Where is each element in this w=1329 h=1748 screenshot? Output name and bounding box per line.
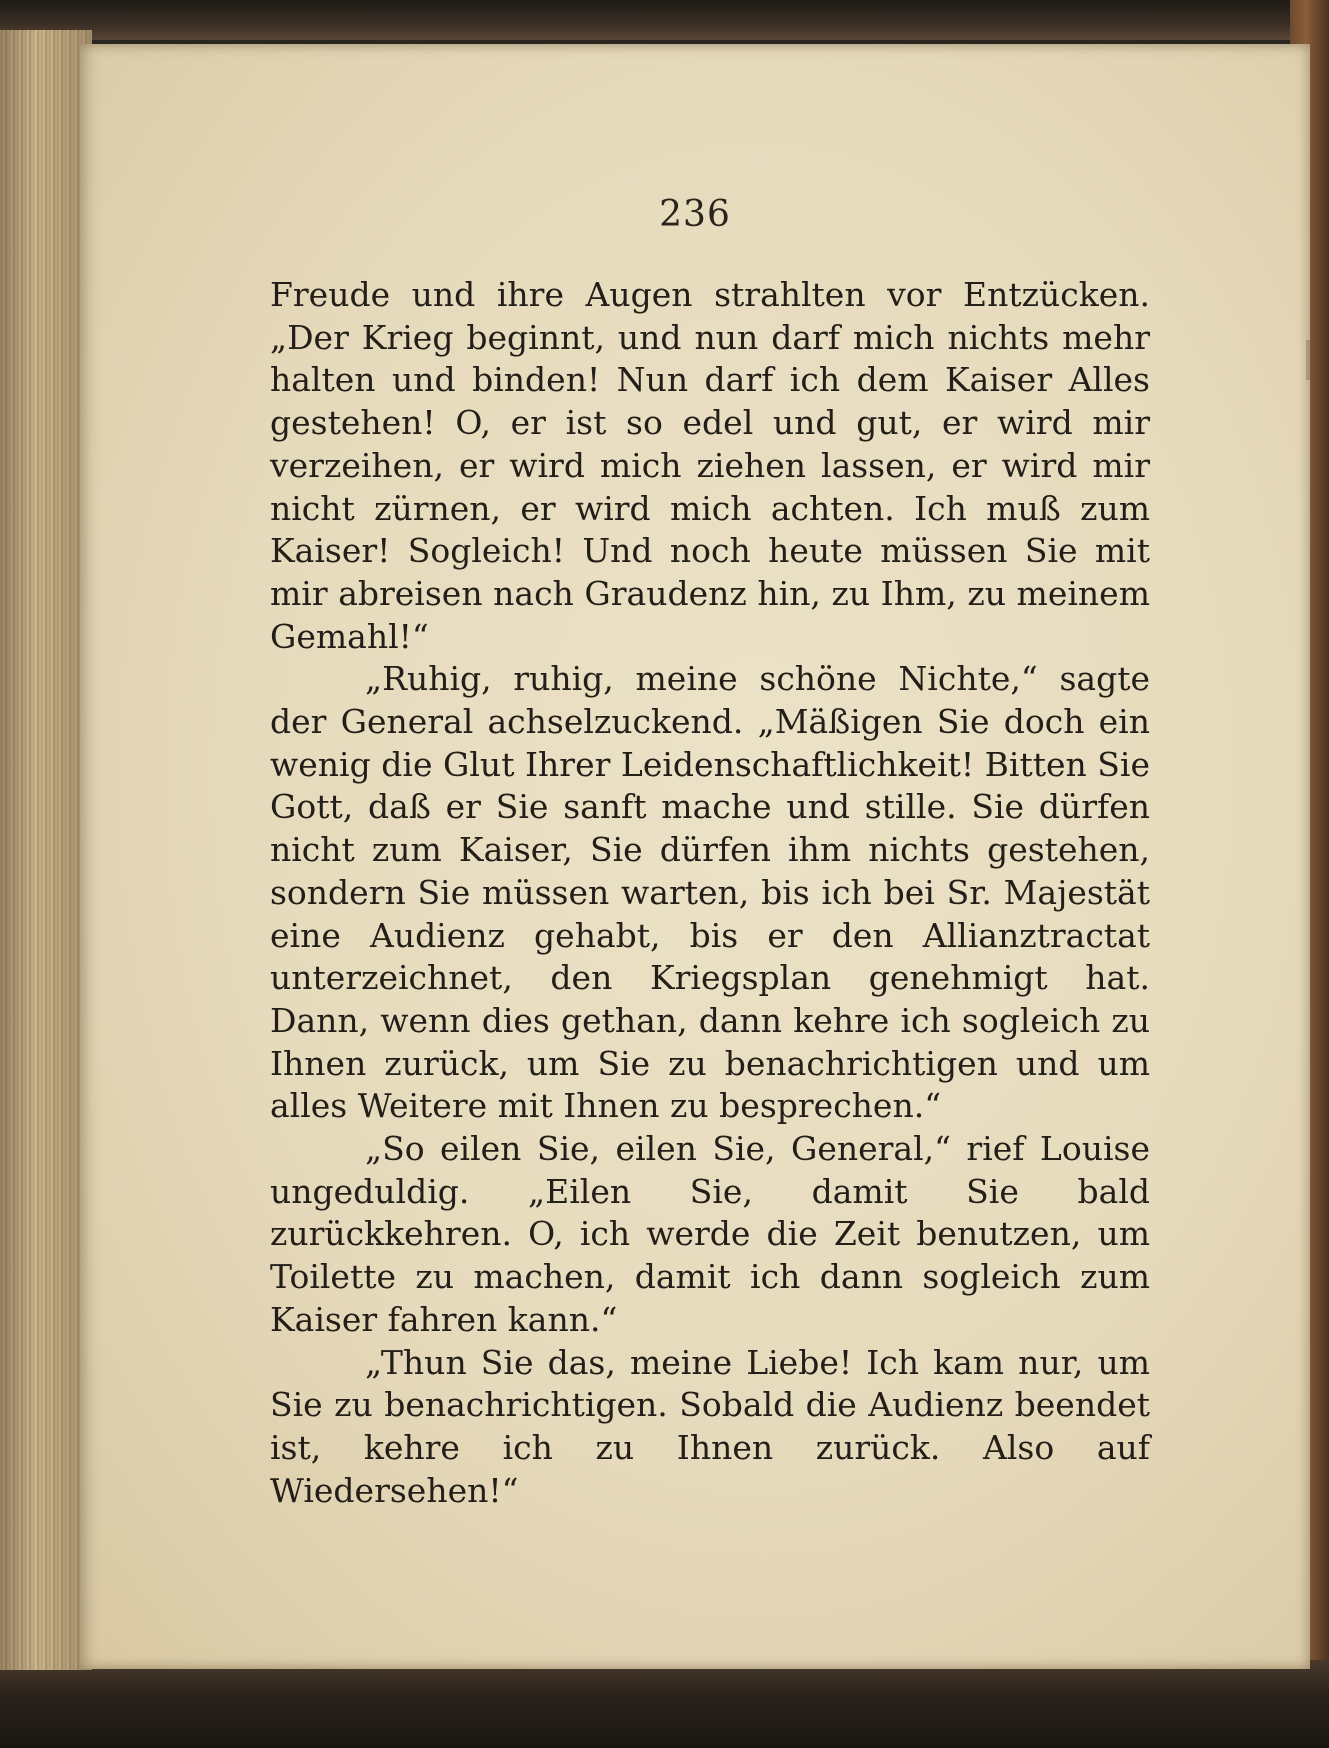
paragraph: „So eilen Sie, eilen Sie, General,“ rief Louise ungeduldig. „Eilen Sie, damit Sie bald zurückkehren. O, ich werde die Zeit benutzen, um Toilette zu machen, damit ich dann sogleich zum Kaiser fahren kann.“ bbox=[270, 1129, 1150, 1339]
book-page bbox=[80, 44, 1310, 1669]
page-edge-mark bbox=[1306, 340, 1310, 380]
paragraph: „Thun Sie das, meine Liebe! Ich kam nur, um Sie zu benachrichtigen. Sobald die Audienz beendet ist, kehre ich zu Ihnen zurück. Also auf Wiedersehen!“ bbox=[270, 1342, 1150, 1510]
paragraph-continued: Freude und ihre Augen strahlten vor Entzücken. „Der Krieg beginnt, und nun darf mich nichts mehr halten und binden! Nun darf ich dem Kaiser Alles gestehen! O, er ist so edel und gut, er wird mir verzeihen, er wird mich ziehen lassen, er wird mir nicht zürnen, er wird mich achten. Ich muß zum Kaiser! Sogleich! Und noch heute müssen Sie mit mir abreisen nach Graudenz hin, zu Ihm, zu meinem Gemahl!“ bbox=[270, 275, 1150, 656]
paragraph: „Ruhig, ruhig, meine schöne Nichte,“ sagte der General achselzuckend. „Mäßigen Sie doch ein wenig die Glut Ihrer Leidenschaftlichkeit! Bitten Sie Gott, daß er Sie sanft mache und stille. Sie dürfen nicht zum Kaiser, Sie dürfen ihm nichts gestehen, sondern Sie müssen warten, bis ich bei Sr. Majestät eine Audienz gehabt, bis er den Allianztractat unterzeichnet, den Kriegsplan genehmigt hat. Dann, wenn dies gethan, dann kehre ich sogleich zu Ihnen zurück, um Sie zu benachrichtigen und um alles Weitere mit Ihnen zu besprechen.“ bbox=[270, 659, 1150, 1126]
book-cover-top bbox=[0, 0, 1329, 40]
page-edges bbox=[0, 30, 92, 1670]
body-text bbox=[270, 274, 1150, 1512]
book-cover-bottom bbox=[0, 1660, 1329, 1748]
page-number: 236 bbox=[659, 194, 731, 235]
